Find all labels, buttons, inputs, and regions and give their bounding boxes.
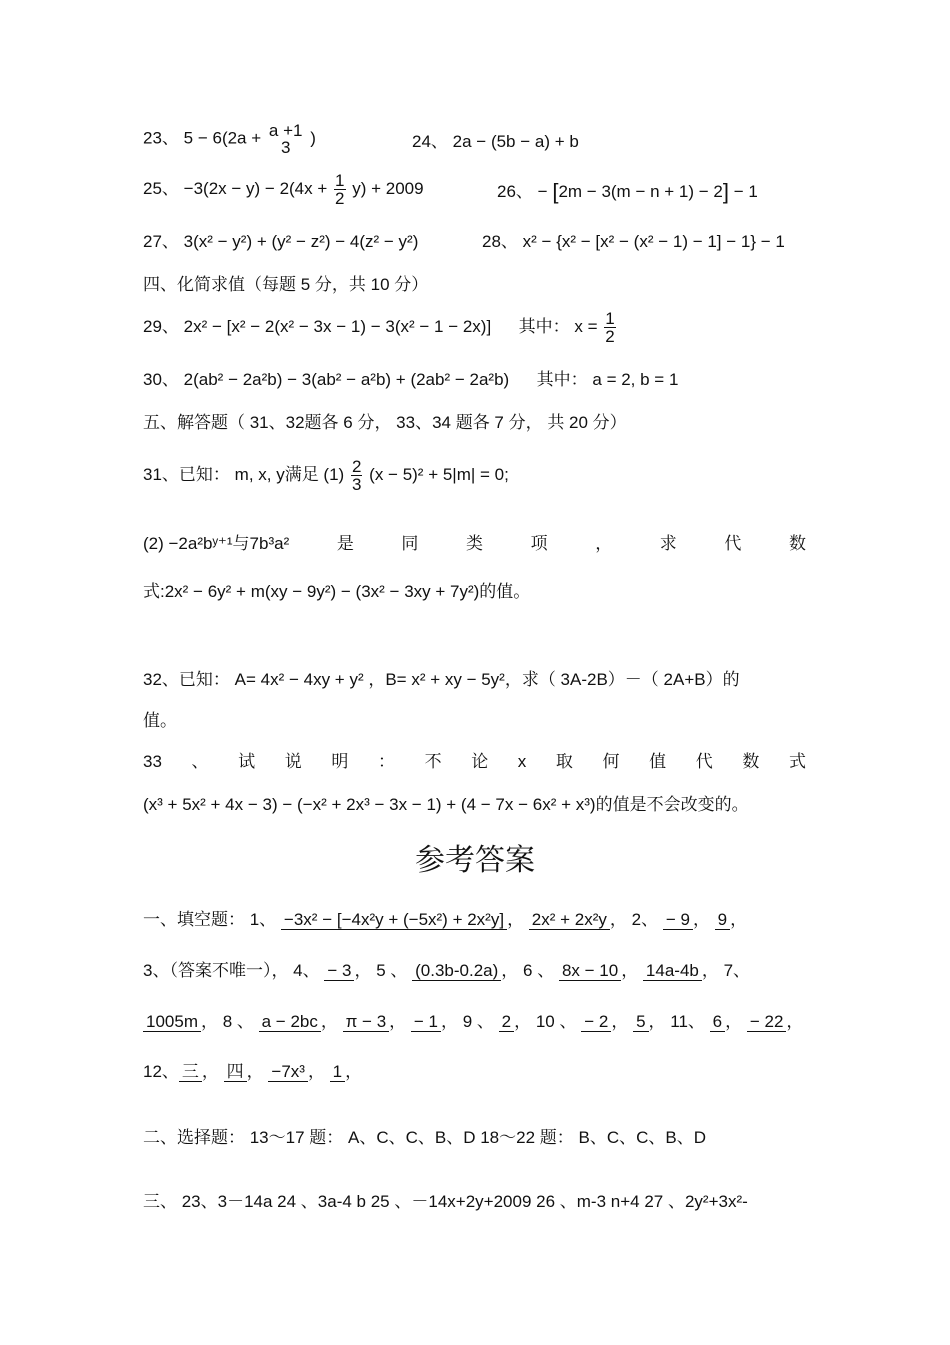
p31-part: 代 [724, 534, 742, 553]
answer-1a: −3x² − [−4x²y + (−5x²) + 2x²y] [281, 910, 507, 930]
separator: ， 7、 [701, 961, 751, 980]
p31-part: 同 [401, 534, 419, 553]
p33-part: 、 [191, 752, 209, 771]
problem-31-line-1 [143, 458, 509, 493]
separator: ， [621, 961, 639, 980]
answer-12b: 四 [224, 1062, 247, 1082]
p33-part: 式 [788, 752, 806, 771]
problem-23-fraction [268, 122, 304, 156]
problem-30-expr: 2(ab² − 2a²b) − 3(ab² − a²b) + (2ab² − 2a²b) [183, 370, 510, 389]
separator: ， 2、 [609, 910, 659, 929]
p31-part: 数 [788, 534, 806, 553]
answers-section-3: 三、 23、3－14a 24 、3a-4 b 25 、－14x+2y+2009 26 、m-3 n+4 27 、2y²+3x²- [143, 1192, 748, 1211]
answers-label: 3、（答案不唯一）， 4、 [143, 961, 320, 980]
p33-part: 数 [742, 752, 760, 771]
problem-25 [143, 172, 424, 207]
problem-25-expr-pre: −3(2x − y) − 2(4x + [183, 178, 328, 198]
p31-part: (2) −2a²bʸ⁺¹与7b³a² [143, 534, 290, 553]
section-4-heading: 四、化简求值（每题 5 分，共 10 分） [143, 275, 429, 294]
problem-29-number: 29、 [143, 316, 179, 336]
answer-8a: a − 2bc [259, 1012, 321, 1032]
separator: ， [692, 910, 710, 929]
answer-6b: 14a-4b [643, 961, 702, 981]
separator: ， [345, 1062, 363, 1081]
separator: ， 6 、 [501, 961, 555, 980]
p33-part: x [517, 752, 527, 771]
answers-choice: 二、选择题： 13～17 题： A、C、C、B、D 18～22 题： B、C、C、B、D [143, 1128, 706, 1147]
answer-11a: 6 [710, 1012, 725, 1032]
separator: ， [201, 1062, 219, 1081]
problem-25-number: 25、 [143, 178, 179, 198]
p33-part: 说 [284, 752, 302, 771]
problem-29-fraction [604, 310, 615, 345]
answer-8c: − 1 [411, 1012, 441, 1032]
answer-4: − 3 [324, 961, 354, 981]
p31-part: ， [595, 534, 613, 553]
problem-32-line-1: 32、已知： A= 4x² − 4xy + y² ，B= x² + xy − 5y²，求（ 3A-2B）－（ 2A+B）的 [143, 670, 740, 689]
answer-8b: π − 3 [343, 1012, 390, 1032]
problem-24-number: 24、 [412, 132, 448, 151]
fraction-numerator: 1 [335, 171, 345, 190]
p33-part: 不 [424, 752, 442, 771]
problem-26-expr-pre: − [537, 182, 548, 201]
problem-23-number: 23、 [143, 128, 179, 148]
answers-line-3 [143, 1011, 803, 1033]
problem-25-fraction [334, 172, 345, 207]
problem-29-condition: 其中： x = [518, 316, 598, 336]
separator: ， 11、 [648, 1012, 705, 1031]
problem-28 [482, 231, 785, 253]
problem-23-expr-post: ) [310, 128, 316, 148]
left-bracket: [ [552, 179, 559, 204]
p33-part: 代 [695, 752, 713, 771]
problem-27-number: 27、 [143, 232, 179, 251]
p31-part: 类 [466, 534, 484, 553]
p31-part: 求 [659, 534, 677, 553]
separator: ， [246, 1062, 264, 1081]
answer-10b: 5 [633, 1012, 648, 1032]
problem-27 [143, 231, 418, 253]
problem-31-post: (x − 5)² + 5|m| = 0; [369, 464, 509, 484]
fraction-denominator: 2 [335, 189, 345, 208]
p33-part: 论 [471, 752, 489, 771]
p31-part: 项 [530, 534, 548, 553]
problem-27-expr: 3(x² − y²) + (y² − z²) − 4(z² − y²) [183, 232, 419, 251]
problem-24-expr: 2a − (5b − a) + b [452, 132, 579, 151]
problem-32-line-2: 值。 [143, 711, 177, 730]
answer-9: 2 [499, 1012, 514, 1032]
answer-2a: − 9 [663, 910, 693, 930]
problem-26-expr-mid: 2m − 3(m − n + 1) − 2 [558, 182, 723, 201]
separator: ， [307, 1062, 325, 1081]
problem-31-pre: m, x, y满足 (1) [234, 464, 345, 484]
separator: ， [320, 1012, 338, 1031]
right-bracket: ] [722, 179, 729, 204]
problem-25-expr-post: y) + 2009 [352, 178, 424, 198]
separator: ， [389, 1012, 407, 1031]
answer-12a: 三 [179, 1062, 202, 1082]
answers-title: 参考答案 [415, 843, 535, 878]
problem-26 [497, 181, 758, 203]
fraction-numerator: a +1 [268, 121, 303, 140]
p33-part: 明 [331, 752, 349, 771]
fraction-denominator: 2 [605, 327, 615, 346]
answers-label: 一、填空题： 1、 [143, 910, 277, 929]
separator: ， 8 、 [200, 1012, 254, 1031]
fraction-numerator: 1 [605, 309, 615, 328]
answer-7: 1005m [143, 1012, 201, 1032]
section-5-heading: 五、解答题（ 31、32题各 6 分， 33、34 题各 7 分， 共 20 分） [143, 413, 627, 432]
answer-2b: 9 [715, 910, 730, 930]
separator: ， [611, 1012, 629, 1031]
fraction-denominator: 3 [280, 138, 291, 157]
p31-part: 是 [336, 534, 354, 553]
p33-part: 值 [649, 752, 667, 771]
separator: ， [730, 910, 748, 929]
answer-10a: − 2 [581, 1012, 611, 1032]
problem-31-line-3: 式:2x² − 6y² + m(xy − 9y²) − (3x² − 3xy + 7y²)的值。 [143, 582, 531, 601]
p33-part: 33 [143, 752, 162, 771]
problem-30-number: 30、 [143, 370, 179, 389]
answers-line-2 [143, 960, 750, 982]
fraction-denominator: 3 [351, 475, 362, 494]
problem-28-number: 28、 [482, 232, 518, 251]
answer-6a: 8x − 10 [559, 961, 621, 981]
problem-28-expr: x² − {x² − [x² − (x² − 1) − 1] − 1} − 1 [522, 232, 785, 251]
separator: ， 9 、 [441, 1012, 494, 1031]
problem-31-line-2 [143, 533, 806, 555]
separator: ， 10 、 [514, 1012, 577, 1031]
answer-12d: 1 [330, 1062, 345, 1082]
answers-line-1 [143, 909, 747, 931]
problem-24 [412, 131, 579, 153]
problem-33-line-2: (x³ + 5x² + 4x − 3) − (−x² + 2x³ − 3x − 1) + (4 − 7x − 6x² + x³)的值是不会改变的。 [143, 795, 749, 814]
fraction-numerator: 2 [351, 457, 362, 476]
problem-23-expr-pre: 5 − 6(2a + [183, 128, 262, 148]
separator: ， [725, 1012, 743, 1031]
problem-33-line-1 [143, 751, 806, 773]
p33-part: 何 [602, 752, 620, 771]
separator: ， 5 、 [354, 961, 408, 980]
problem-26-number: 26、 [497, 182, 533, 201]
problem-23 [143, 122, 316, 156]
separator: ， [786, 1012, 804, 1031]
problem-29 [143, 310, 618, 345]
problem-29-expr: 2x² − [x² − 2(x² − 3x − 1) − 3(x² − 1 − 2x)] [183, 316, 492, 336]
separator: ， [507, 910, 525, 929]
problem-30 [143, 369, 678, 391]
answer-5: (0.3b-0.2a) [412, 961, 501, 981]
problem-30-condition: 其中： a = 2, b = 1 [536, 370, 679, 389]
p33-part: 试 [238, 752, 256, 771]
problem-31-number: 31、已知： [143, 464, 230, 484]
answer-12c: −7x³ [268, 1062, 308, 1082]
answers-label: 12、 [143, 1062, 179, 1081]
p33-part: 取 [555, 752, 573, 771]
problem-26-expr-post: − 1 [733, 182, 758, 201]
p33-part: ： [377, 752, 395, 771]
answer-11b: − 22 [747, 1012, 787, 1032]
problem-31-fraction [351, 458, 362, 493]
answer-1b: 2x² + 2x²y [529, 910, 610, 930]
answers-line-4 [143, 1061, 362, 1083]
